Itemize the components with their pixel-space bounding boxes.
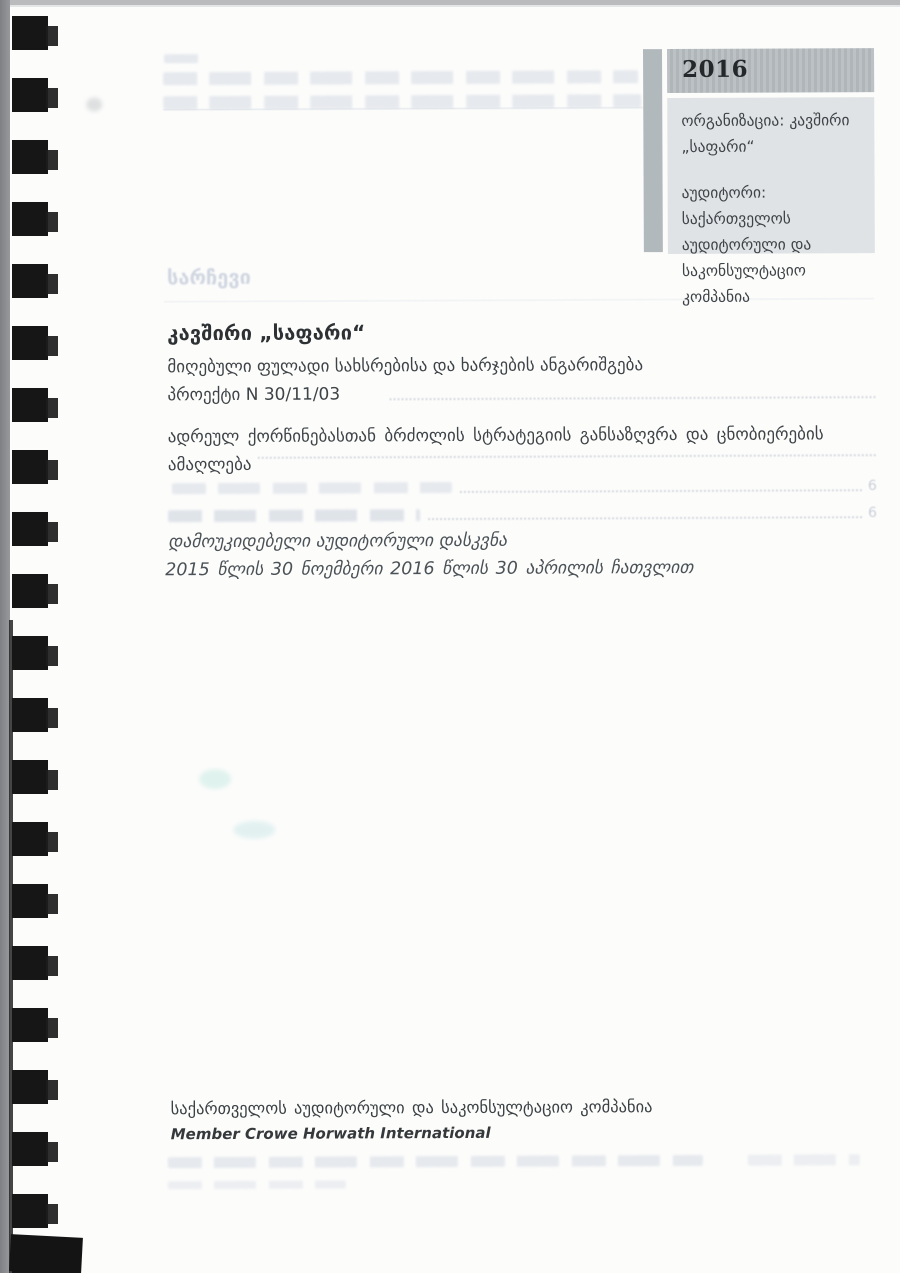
footer-membership: Member Crowe Horwath International — [170, 1123, 491, 1144]
info-box — [643, 48, 875, 306]
opinion-period: 2015 წლის 30 ნოემბერი 2016 წლის 30 აპრილის ჩათვლით — [165, 557, 694, 581]
ghost-toc-leader — [258, 454, 876, 459]
spacer — [681, 159, 874, 180]
ghost-toc-entry — [172, 482, 452, 494]
info-box-body — [667, 97, 875, 306]
binding-corner-tooth — [9, 1234, 83, 1273]
project-number: პროექტი N 30/11/03 — [167, 384, 341, 406]
info-box-side-strip — [643, 49, 663, 252]
ghost-toc-leader — [460, 489, 862, 493]
ghost-toc-page-number: 6 — [867, 478, 877, 495]
ghost-footer-line — [168, 1155, 703, 1168]
ghost-page-number — [748, 1154, 860, 1165]
ghost-footer-line — [168, 1180, 346, 1189]
scan-speckle — [199, 769, 231, 789]
year-label: 2016 — [682, 55, 749, 83]
scan-top-edge-highlight — [0, 5, 900, 7]
auditor-line: აუდიტორული და — [681, 235, 812, 254]
organization-line: ორგანიზაცია: კავშირი — [681, 111, 850, 130]
ghost-text-line — [164, 54, 206, 63]
opinion-title: დამოუკიდებელი აუდიტორული დასკვნა — [168, 530, 508, 553]
binding-comb-tooth-tips — [46, 26, 58, 1273]
scan-speckle — [233, 821, 275, 839]
scan-smudge — [86, 98, 102, 112]
ghost-toc-page-number: 6 — [867, 505, 877, 522]
ghost-contents-heading: სარჩევი — [166, 264, 251, 290]
ghost-toc-leader — [428, 516, 862, 520]
ghost-text-line — [163, 70, 638, 85]
auditor-line: საკონსულტაციო — [681, 261, 806, 280]
report-name: მიღებული ფულადი სახსრებისა და ხარჯების ანგარიშგება — [167, 355, 644, 378]
ghost-toc-entry — [168, 509, 420, 522]
binding-comb-teeth — [12, 16, 48, 1273]
organization-line: „საფარი“ — [681, 137, 755, 156]
project-subject-line2: ამაღლება — [167, 454, 252, 476]
auditor-line: აუდიტორი: საქართველოს — [681, 183, 791, 228]
document-title: კავშირი „საფარი“ — [167, 320, 366, 346]
auditor-line: კომპანია — [682, 287, 751, 306]
info-box-header — [667, 48, 874, 93]
project-subject-line1: ადრეულ ქორწინებასთან ბრძოლის სტრატეგიის განსაზღვრა და ცნობიერების — [167, 424, 824, 448]
footer-company-name: საქართველოს აუდიტორული და საკონსულტაციო კომპანია — [170, 1097, 653, 1119]
ghost-toc-leader — [390, 396, 876, 400]
